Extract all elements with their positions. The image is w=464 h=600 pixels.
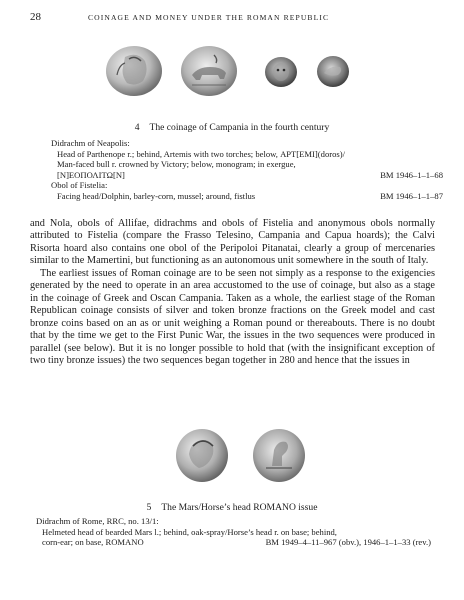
catalog-text: Man-faced bull r. crowned by Victory; below, monogram; in exergue,	[57, 159, 296, 170]
figure-5-caption	[0, 502, 464, 513]
figure-5-catalog	[36, 516, 431, 548]
neapolis-didrachm-reverse-image	[180, 45, 238, 97]
neapolis-didrachm-obverse-image	[105, 45, 163, 97]
page-number: 28	[30, 11, 41, 23]
page-header	[30, 11, 434, 25]
mars-didrachm-obverse-image	[175, 428, 229, 483]
catalog-text: corn-ear; on base, ROMANO	[42, 537, 144, 548]
catalog-line	[36, 527, 431, 538]
museum-reference: BM 1946–1–1–68	[380, 169, 443, 180]
paragraph: The earliest issues of Roman coinage are to be seen not simply as a response to the exigencies generated by the need to operate in an area accustomed to the use of coinage, but also as a stage in the coinage of Greek and Oscan Campania. Taken as a whole, the earliest stage of the Roman Republican coinage consists of silver and token bronze fractions on the Greek model and cast bronze coins based on an as or unit weighing a Roman pound or thereabouts. There is no doubt that by the time we get to the First Punic War, the issues in the two sequences were produced in parallel (see below). But it is no longer possible to hold that (with the insignificant exception of two tiny bronze issues) the two sequences began together in 280 and hence that the issues in	[30, 267, 435, 366]
horse-head-didrachm-reverse-image	[252, 428, 306, 483]
catalog-line	[51, 170, 443, 181]
catalog-line	[51, 191, 443, 202]
catalog-line	[51, 149, 443, 160]
museum-reference: BM 1949–4–11–967 (obv.), 1946–1–1–33 (rev.)	[265, 537, 431, 548]
paragraph: and Nola, obols of Allifae, didrachms and obols of Fistelia and anonymous obols normally attributed to Fistelia (compare the Frasso Telesino, Campania and Capua hoards); the Calvi Risorta hoard also contains one obol of the Peripoloi Pitanatai, clearly a group of mercenaries similar to the Mamertini, but functioning as an autonomous unit somewhere in the south of Italy.	[30, 218, 435, 267]
catalog-line	[51, 159, 443, 170]
body-text	[30, 218, 435, 367]
catalog-text: Didrachm of Rome, RRC, no. 13/1:	[36, 516, 159, 526]
museum-reference: BM 1946–1–1–87	[380, 190, 443, 201]
fistelia-obol-obverse-image	[264, 56, 298, 88]
figure-5-number: 5	[146, 502, 152, 513]
figure-4-catalog	[51, 138, 443, 202]
figure-4-number: 4	[134, 122, 140, 133]
catalog-text: Helmeted head of bearded Mars l.; behind, oak-spray/Horse’s head r. on base; behind,	[42, 526, 337, 537]
catalog-text: Obol of Fistelia:	[51, 180, 108, 191]
catalog-line	[51, 180, 443, 191]
catalog-line	[36, 516, 431, 527]
catalog-text: [Ν]ΕΟΠΟΛΙΤΩ[Ν]	[57, 169, 125, 180]
catalog-text: Didrachm of Neapolis:	[51, 138, 130, 148]
running-title: COINAGE AND MONEY UNDER THE ROMAN REPUBLIC	[88, 13, 330, 22]
figure-4-title: The coinage of Campania in the fourth century	[149, 122, 330, 133]
catalog-text: Head of Parthenope r.; behind, Artemis with two torches; below, ΑΡΤ[ΕΜΙ](doros)/	[57, 148, 345, 159]
figure-5-title: The Mars/Horse’s head ROMANO issue	[161, 502, 318, 513]
catalog-line	[36, 537, 431, 548]
fistelia-obol-reverse-image	[316, 55, 350, 88]
catalog-line	[51, 138, 443, 149]
figure-4-caption	[0, 122, 464, 133]
catalog-text: Facing head/Dolphin, barley-corn, mussel; around, fistlus	[57, 190, 256, 201]
